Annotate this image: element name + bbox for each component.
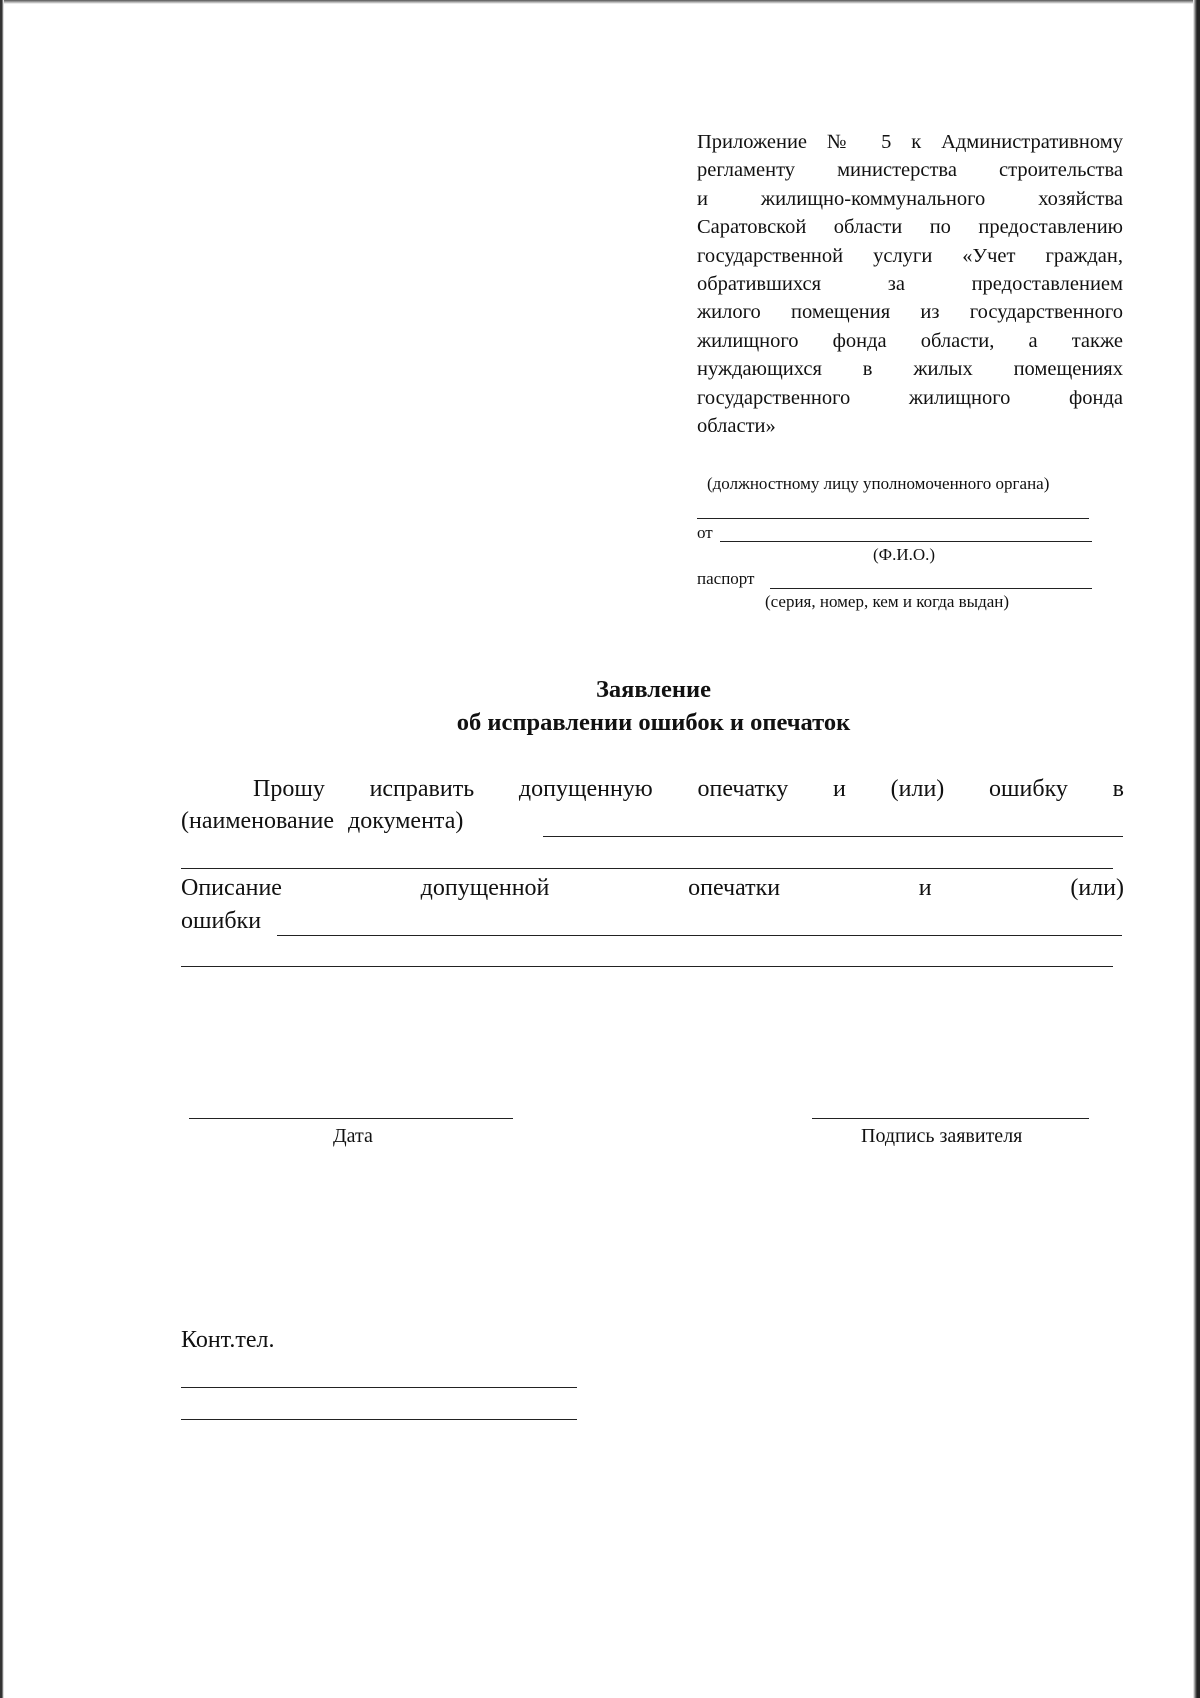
request-word: (или) xyxy=(890,776,945,802)
appendix-line: Приложение № 5 к Административному xyxy=(697,131,1123,153)
signature-line[interactable] xyxy=(812,1118,1089,1119)
appendix-line: нуждающихся в жилых помещениях xyxy=(697,358,1123,381)
appendix-line: области» xyxy=(697,415,776,438)
fio-caption: (Ф.И.О.) xyxy=(873,545,936,564)
from-fio-line[interactable] xyxy=(720,541,1092,542)
contact-line-1[interactable] xyxy=(181,1387,577,1388)
signature-caption: Подпись заявителя xyxy=(861,1125,1023,1147)
description-word: (или) xyxy=(1070,875,1124,901)
description-word: опечатки xyxy=(688,875,781,901)
request-word: в xyxy=(1112,776,1124,802)
description-word: Описание xyxy=(181,875,282,901)
description-word: допущенной xyxy=(420,875,550,901)
appendix-line: и жилищно-коммунального хозяйства xyxy=(697,187,1123,210)
request-word: исправить xyxy=(369,776,475,802)
passport-label: паспорт xyxy=(697,569,755,588)
date-caption: Дата xyxy=(333,1125,373,1147)
appendix-block xyxy=(697,128,1123,440)
appendix-line: регламенту министерства строительства xyxy=(697,159,1123,182)
appendix-line: Саратовской области по предоставлению xyxy=(697,216,1123,239)
error-description-line[interactable] xyxy=(277,935,1122,936)
appendix-line: государственного жилищного фонда xyxy=(697,386,1123,409)
appendix-line: жилищного фонда области, а также xyxy=(697,329,1123,352)
contact-label: Конт.тел. xyxy=(181,1327,275,1353)
official-line[interactable] xyxy=(697,518,1089,519)
passport-line[interactable] xyxy=(770,588,1092,589)
description-line-1 xyxy=(181,875,1124,902)
request-line-1 xyxy=(253,776,1124,803)
request-word: ошибку xyxy=(989,776,1068,802)
date-line[interactable] xyxy=(189,1118,513,1119)
appendix-line: государственной услуги «Учет граждан, xyxy=(697,244,1123,267)
scan-edge-right xyxy=(1193,0,1200,1698)
error-label: ошибки xyxy=(181,908,262,934)
contact-line-2[interactable] xyxy=(181,1419,577,1420)
document-subtitle: об исправлении ошибок и опечаток xyxy=(456,709,851,736)
appendix-line: обратившихся за предоставлением xyxy=(697,273,1123,296)
error-description-line-2[interactable] xyxy=(181,966,1113,967)
appendix-line: жилого помещения из государственного xyxy=(697,301,1123,324)
request-word: и xyxy=(833,776,846,802)
request-word: опечатку xyxy=(697,776,789,802)
document-title: Заявление xyxy=(595,676,712,703)
description-word: и xyxy=(918,875,932,901)
passport-caption: (серия, номер, кем и когда выдан) xyxy=(765,592,1010,611)
scan-edge-left xyxy=(0,0,4,1698)
document-name-label: (наименование документа) xyxy=(181,808,464,834)
request-word: Прошу xyxy=(253,776,325,802)
official-caption: (должностному лицу уполномоченного органа) xyxy=(707,474,1050,493)
from-label: от xyxy=(697,523,713,542)
scan-edge-top xyxy=(0,0,1200,4)
request-word: допущенную xyxy=(518,776,653,802)
document-name-line-2[interactable] xyxy=(181,868,1113,869)
document-name-line[interactable] xyxy=(543,836,1123,837)
